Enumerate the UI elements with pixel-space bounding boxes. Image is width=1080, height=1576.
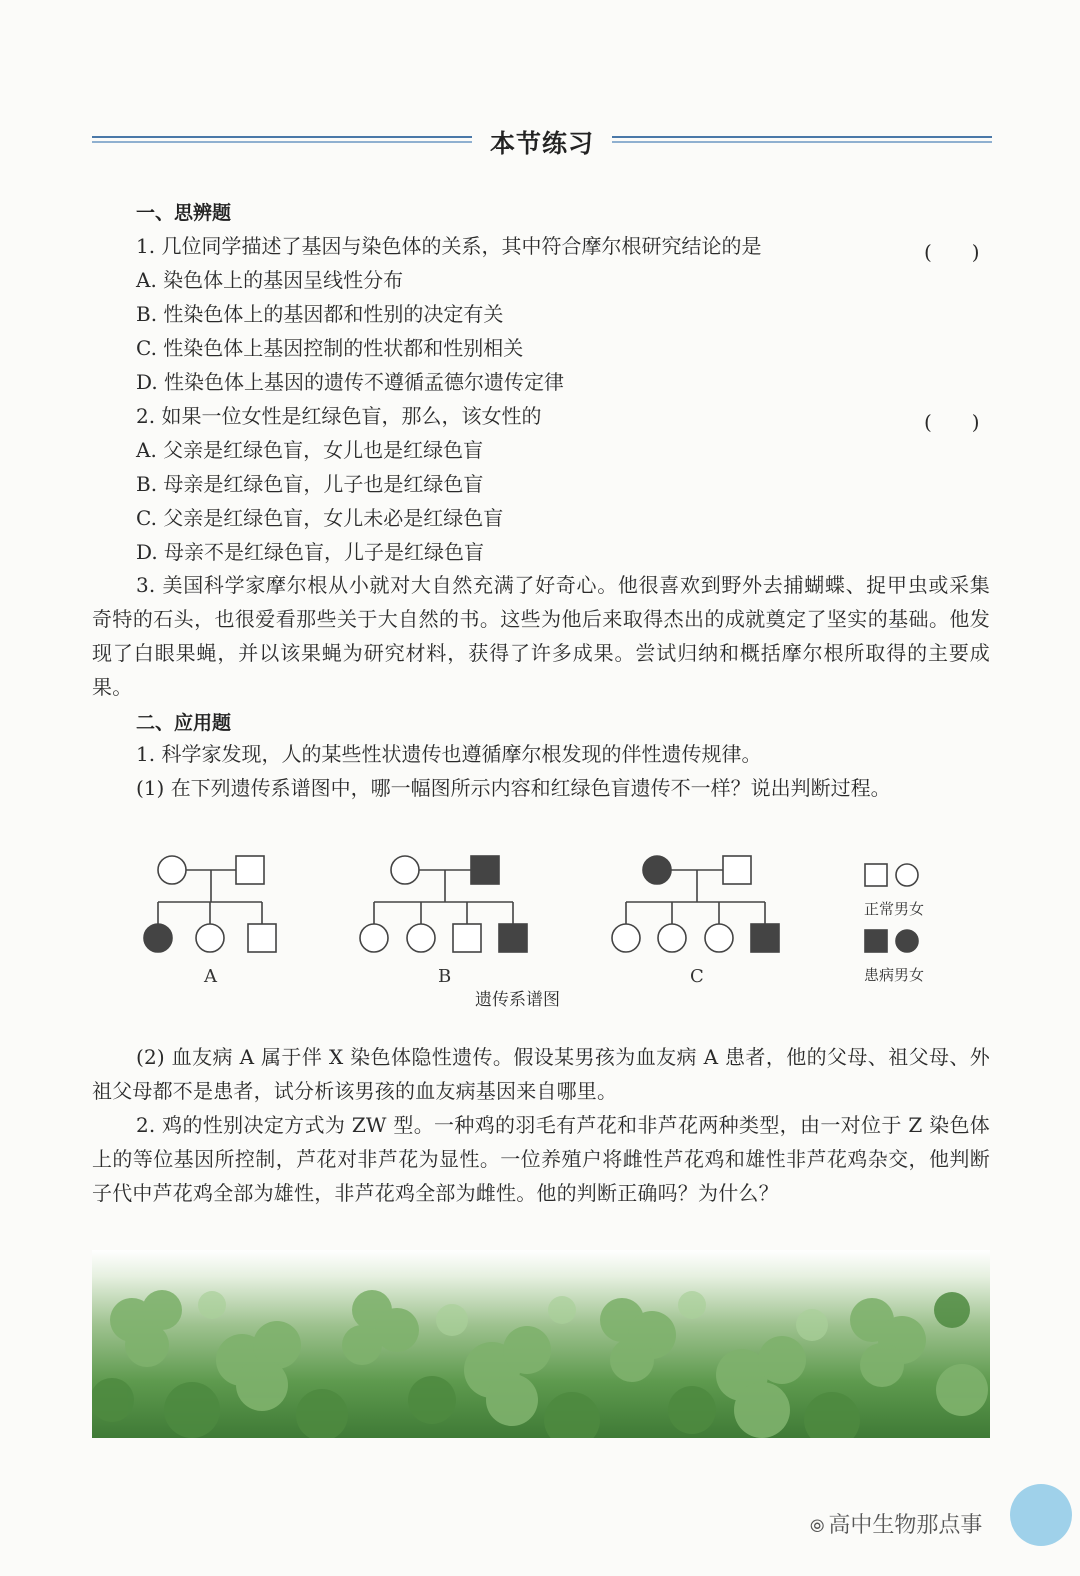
pedigree-a	[144, 856, 276, 952]
pedigree-b-daughter-1	[360, 924, 388, 952]
pedigree-label-a: A	[204, 966, 217, 987]
pedigree-chart	[100, 840, 960, 990]
app-question-2-paragraph: 2. 鸡的性别决定方式为 ZW 型。一种鸡的羽毛有芦花和非芦花两种类型，由一对位于 Z 染色体上的等位基因所控制，芦花对非芦花为显性。一位养殖户将雌性芦花鸡和雄性非芦花鸡杂交，他判断子代中芦花鸡全部为雄性，非芦花鸡全部为雌性。他的判断正确吗？为什么？	[92, 1113, 990, 1205]
q2-option-b: B. 母亲是红绿色盲，儿子也是红绿色盲	[136, 472, 484, 496]
legend-normal-female-icon	[896, 864, 918, 886]
app-question-1-stem: 1. 科学家发现，人的某些性状遗传也遵循摩尔根发现的伴性遗传规律。	[136, 742, 762, 766]
pedigree-caption: 遗传系谱图	[475, 990, 560, 1010]
section-title: 本节练习	[489, 129, 594, 158]
app-question-1-part-2: (2) 血友病 A 属于伴 X 染色体隐性遗传。假设某男孩为血友病 A 患者，他的父母、祖父母、外祖父母都不是患者，试分析该男孩的血友病基因来自哪里。	[92, 1045, 990, 1103]
header-rule-left	[92, 136, 472, 146]
pedigree-a-mother	[158, 856, 186, 884]
pedigree-a-son	[248, 924, 276, 952]
pedigree-c-daughter-3	[705, 924, 733, 952]
watermark-label: 高中生物那点事	[828, 1513, 983, 1538]
section-heading-thinking: 一、思辨题	[136, 202, 232, 224]
header-rule-right	[612, 136, 992, 146]
pedigree-b	[360, 856, 527, 952]
pedigree-b-affected-father	[471, 856, 499, 884]
legend-affected-female-icon	[896, 930, 918, 952]
pedigree-label-b: B	[438, 966, 452, 987]
q2-option-a: A. 父亲是红绿色盲，女儿也是红绿色盲	[136, 438, 484, 462]
pedigree-a-father	[236, 856, 264, 884]
q1-option-c: C. 性染色体上基因控制的性状都和性别相关	[136, 336, 524, 360]
legend-normal-label: 正常男女	[864, 900, 925, 918]
q1-option-d: D. 性染色体上基因的遗传不遵循孟德尔遗传定律	[136, 370, 565, 394]
q1-option-a: A. 染色体上的基因呈线性分布	[136, 268, 404, 292]
pedigree-c	[612, 856, 779, 952]
page-number-badge	[1010, 1484, 1072, 1546]
answer-paren-2: ( )	[924, 410, 980, 434]
pedigree-label-c: C	[690, 966, 704, 987]
pedigree-c-affected-mother	[643, 856, 671, 884]
pedigree-b-affected-son	[499, 924, 527, 952]
question-2-stem: 2. 如果一位女性是红绿色盲，那么，该女性的	[136, 404, 542, 428]
question-3-paragraph: 3. 美国科学家摩尔根从小就对大自然充满了好奇心。他很喜欢到野外去捕蝴蝶、捉甲虫或采集奇特的石头，也很爱看那些关于大自然的书。这些为他后来取得杰出的成就奠定了坚实的基础。他发现了白眼果蝇，并以该果蝇为研究材料，获得了许多成果。尝试归纳和概括摩尔根所取得的主要成果。	[92, 573, 990, 699]
wechat-icon: ⦾	[810, 1516, 825, 1537]
app-question-1-part-1: (1) 在下列遗传系谱图中，哪一幅图所示内容和红绿色盲遗传不一样？说出判断过程。	[136, 776, 891, 800]
q2-option-d: D. 母亲不是红绿色盲，儿子是红绿色盲	[136, 540, 485, 564]
pedigree-c-daughter-1	[612, 924, 640, 952]
pedigree-a-affected-daughter	[144, 924, 172, 952]
clover-photo	[92, 1250, 990, 1438]
q2-option-c: C. 父亲是红绿色盲，女儿未必是红绿色盲	[136, 506, 504, 530]
legend-affected-male-icon	[865, 930, 887, 952]
legend-normal-male-icon	[865, 864, 887, 886]
pedigree-b-mother	[391, 856, 419, 884]
section-heading-application: 二、应用题	[136, 712, 232, 734]
pedigree-c-daughter-2	[658, 924, 686, 952]
watermark-text	[810, 1508, 982, 1539]
q1-option-b: B. 性染色体上的基因都和性别的决定有关	[136, 302, 504, 326]
pedigree-b-daughter-2	[407, 924, 435, 952]
answer-paren-1: ( )	[924, 240, 980, 264]
pedigree-c-affected-son	[751, 924, 779, 952]
pedigree-b-son	[453, 924, 481, 952]
pedigree-a-daughter	[196, 924, 224, 952]
pedigree-c-father	[723, 856, 751, 884]
legend-affected-label: 患病男女	[864, 966, 925, 984]
question-1-stem: 1. 几位同学描述了基因与染色体的关系，其中符合摩尔根研究结论的是	[136, 234, 762, 258]
